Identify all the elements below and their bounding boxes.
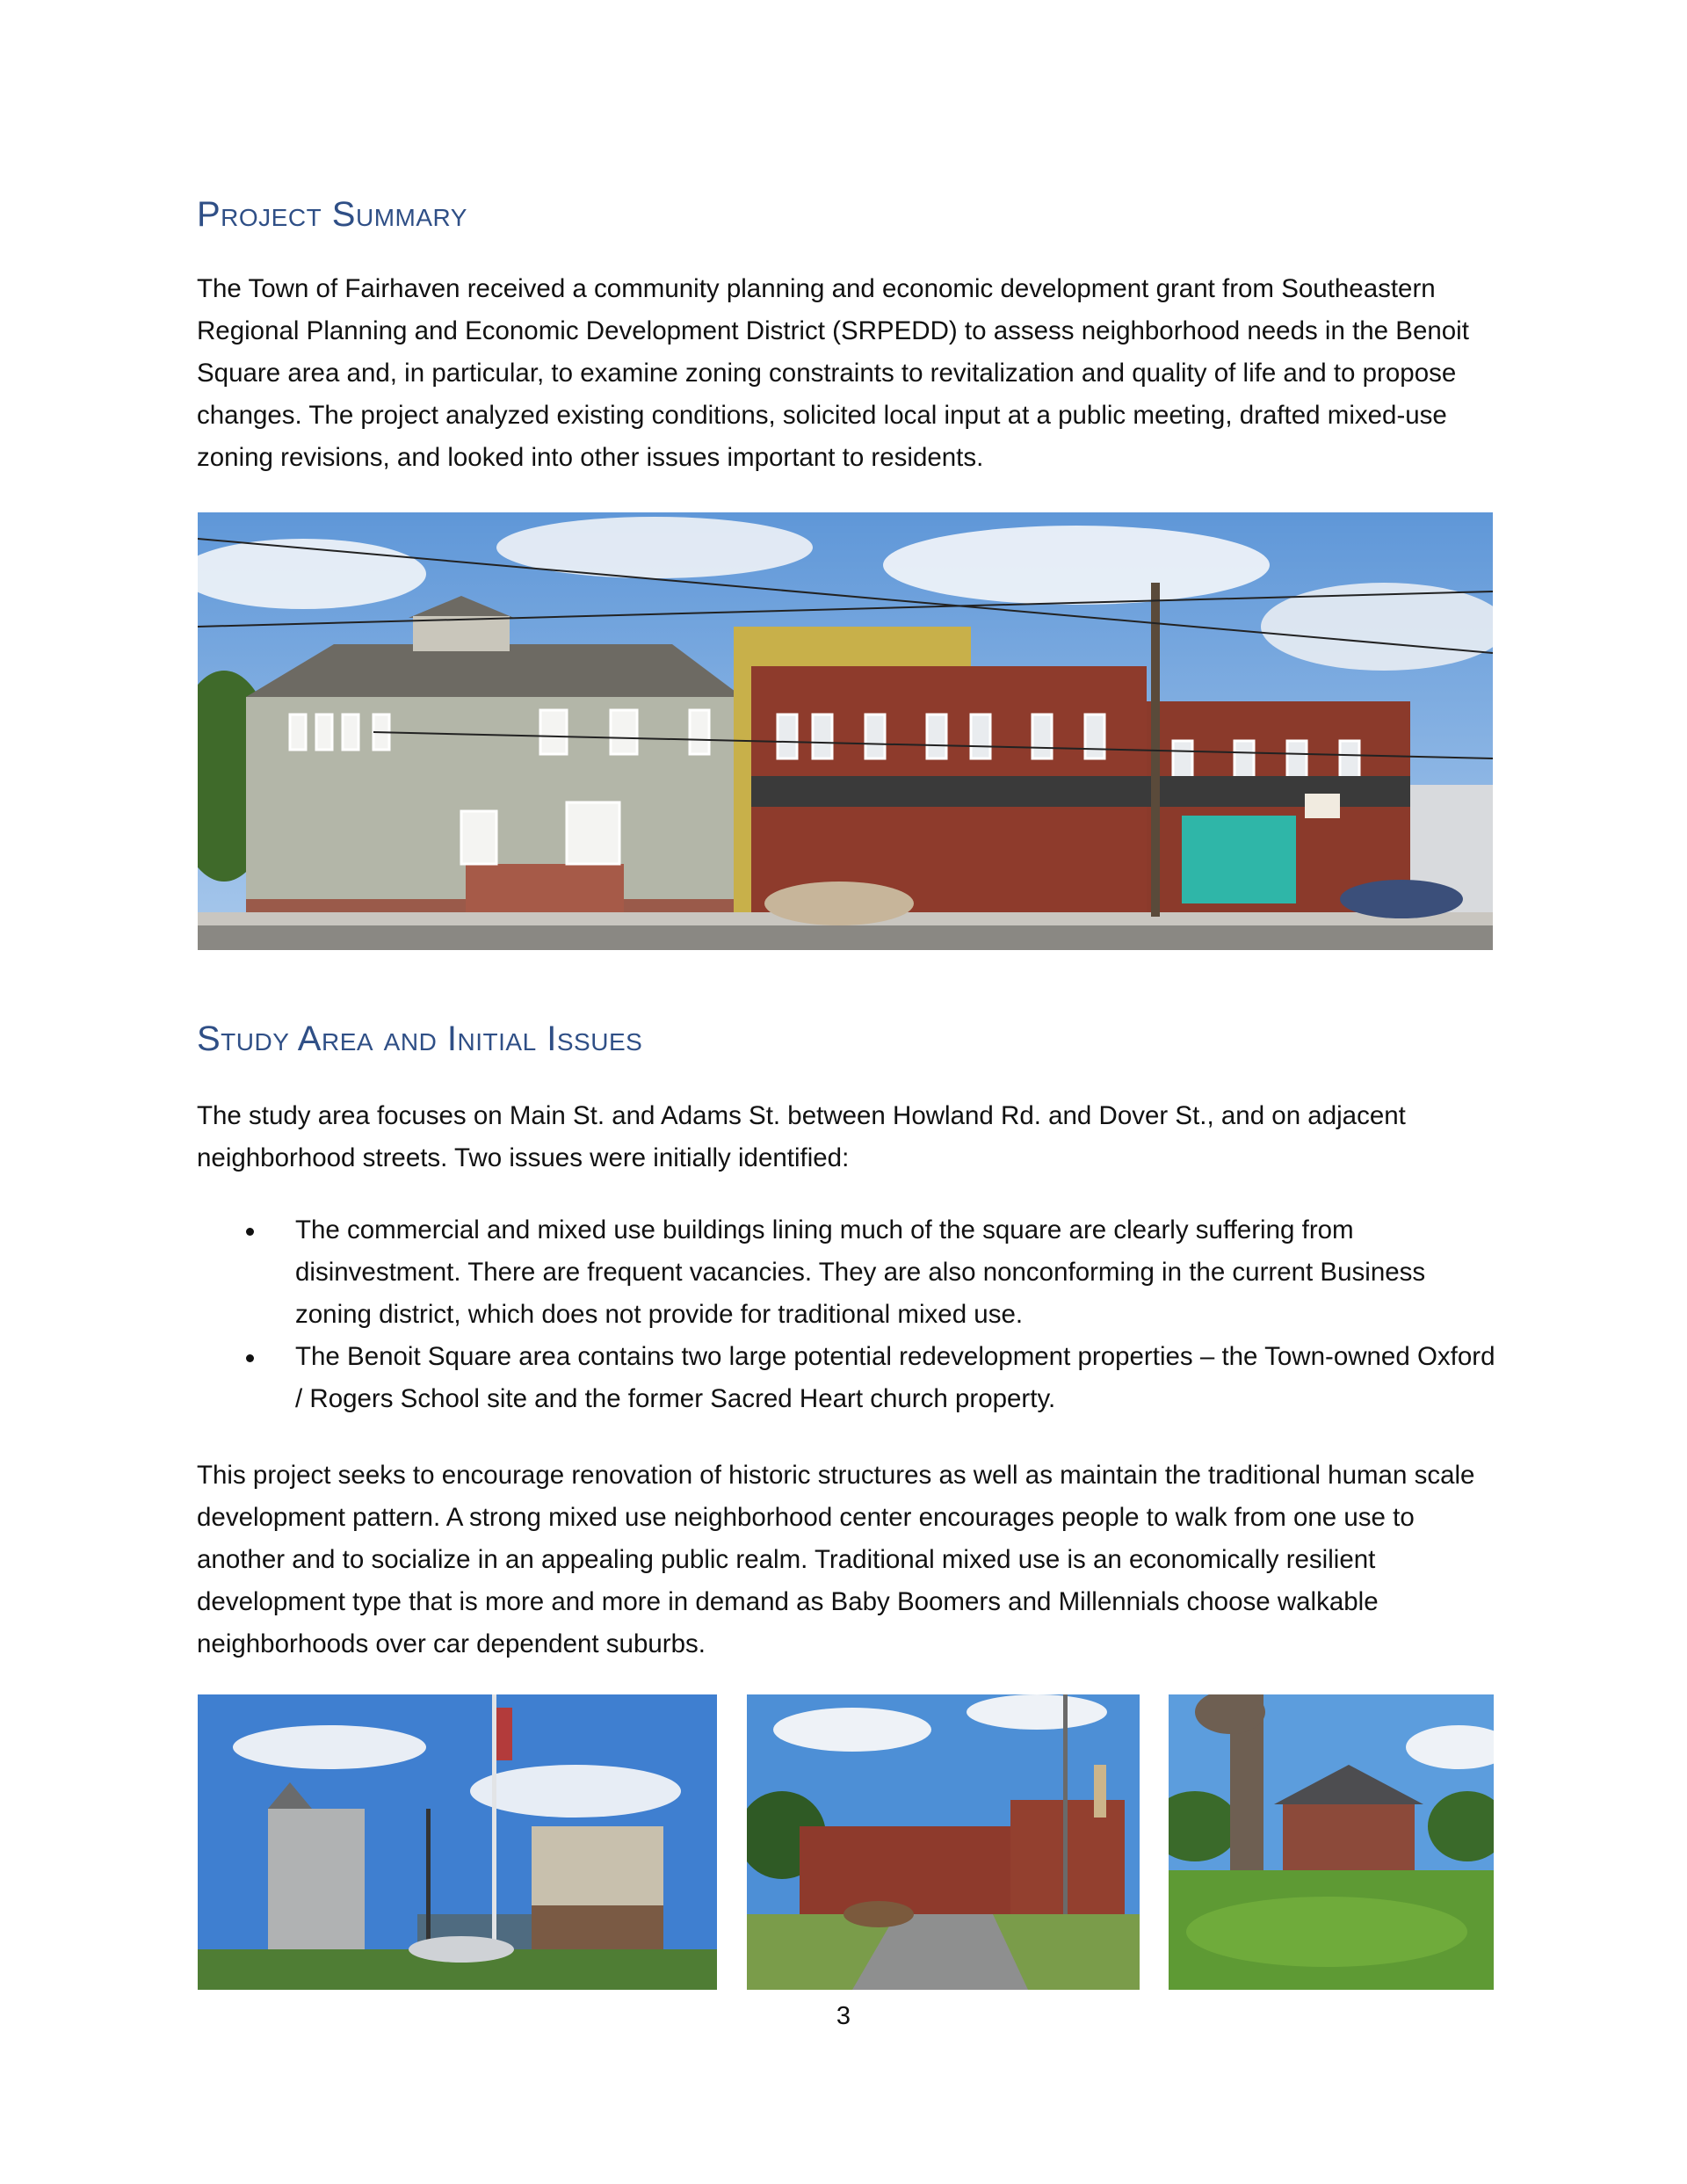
benoit-square-buildings-photo [198, 512, 1493, 950]
flagpole-square-photo [198, 1694, 717, 1990]
study-area-closing: This project seeks to encourage renovation of historic structures as well as maintain the traditional human scale development pattern. A strong mixed use neighborhood center encourages people to walk from one use to another and to socialize in an appealing public realm. Traditional mixed use is an economically resilient development type that is more and more in demand as Baby Boomers and Millennials choose walkable neighborhoods over car dependent suburbs. [197, 1461, 1475, 1658]
project-summary-heading: Project Summary [197, 195, 467, 234]
study-area-heading: Study Area and Initial Issues [197, 1019, 643, 1058]
study-area-intro: The study area focuses on Main St. and Adams St. between Howland Rd. and Dover St., and on adjacent neighborhood streets. Two issues were initially identified: [197, 1101, 1406, 1172]
bullet-icon [246, 1354, 254, 1362]
church-property-photo [1169, 1694, 1494, 1990]
page-number: 3 [836, 2002, 851, 2030]
school-site-photo [747, 1694, 1140, 1990]
issue-item: The Benoit Square area contains two large potential redevelopment properties – the Town-owned Oxford / Rogers School site and the former Sacred Heart church property. [197, 1336, 1497, 1420]
project-summary-paragraph: The Town of Fairhaven received a community planning and economic development grant from Southeastern Regional Planning and Economic Development District (SRPEDD) to assess neighborhood needs in the Benoit Square area and, in particular, to examine zoning constraints to revitalization and quality of life and to propose changes. The project analyzed existing conditions, solicited local input at a public meeting, drafted mixed-use zoning revisions, and looked into other issues important to residents. [197, 274, 1469, 472]
initial-issues-list [197, 1209, 1497, 1420]
bullet-icon [246, 1228, 254, 1236]
issue-item: The commercial and mixed use buildings lining much of the square are clearly suffering from disinvestment. There are frequent vacancies. They are also nonconforming in the current Business zoning district, which does not provide for traditional mixed use. [197, 1209, 1497, 1336]
